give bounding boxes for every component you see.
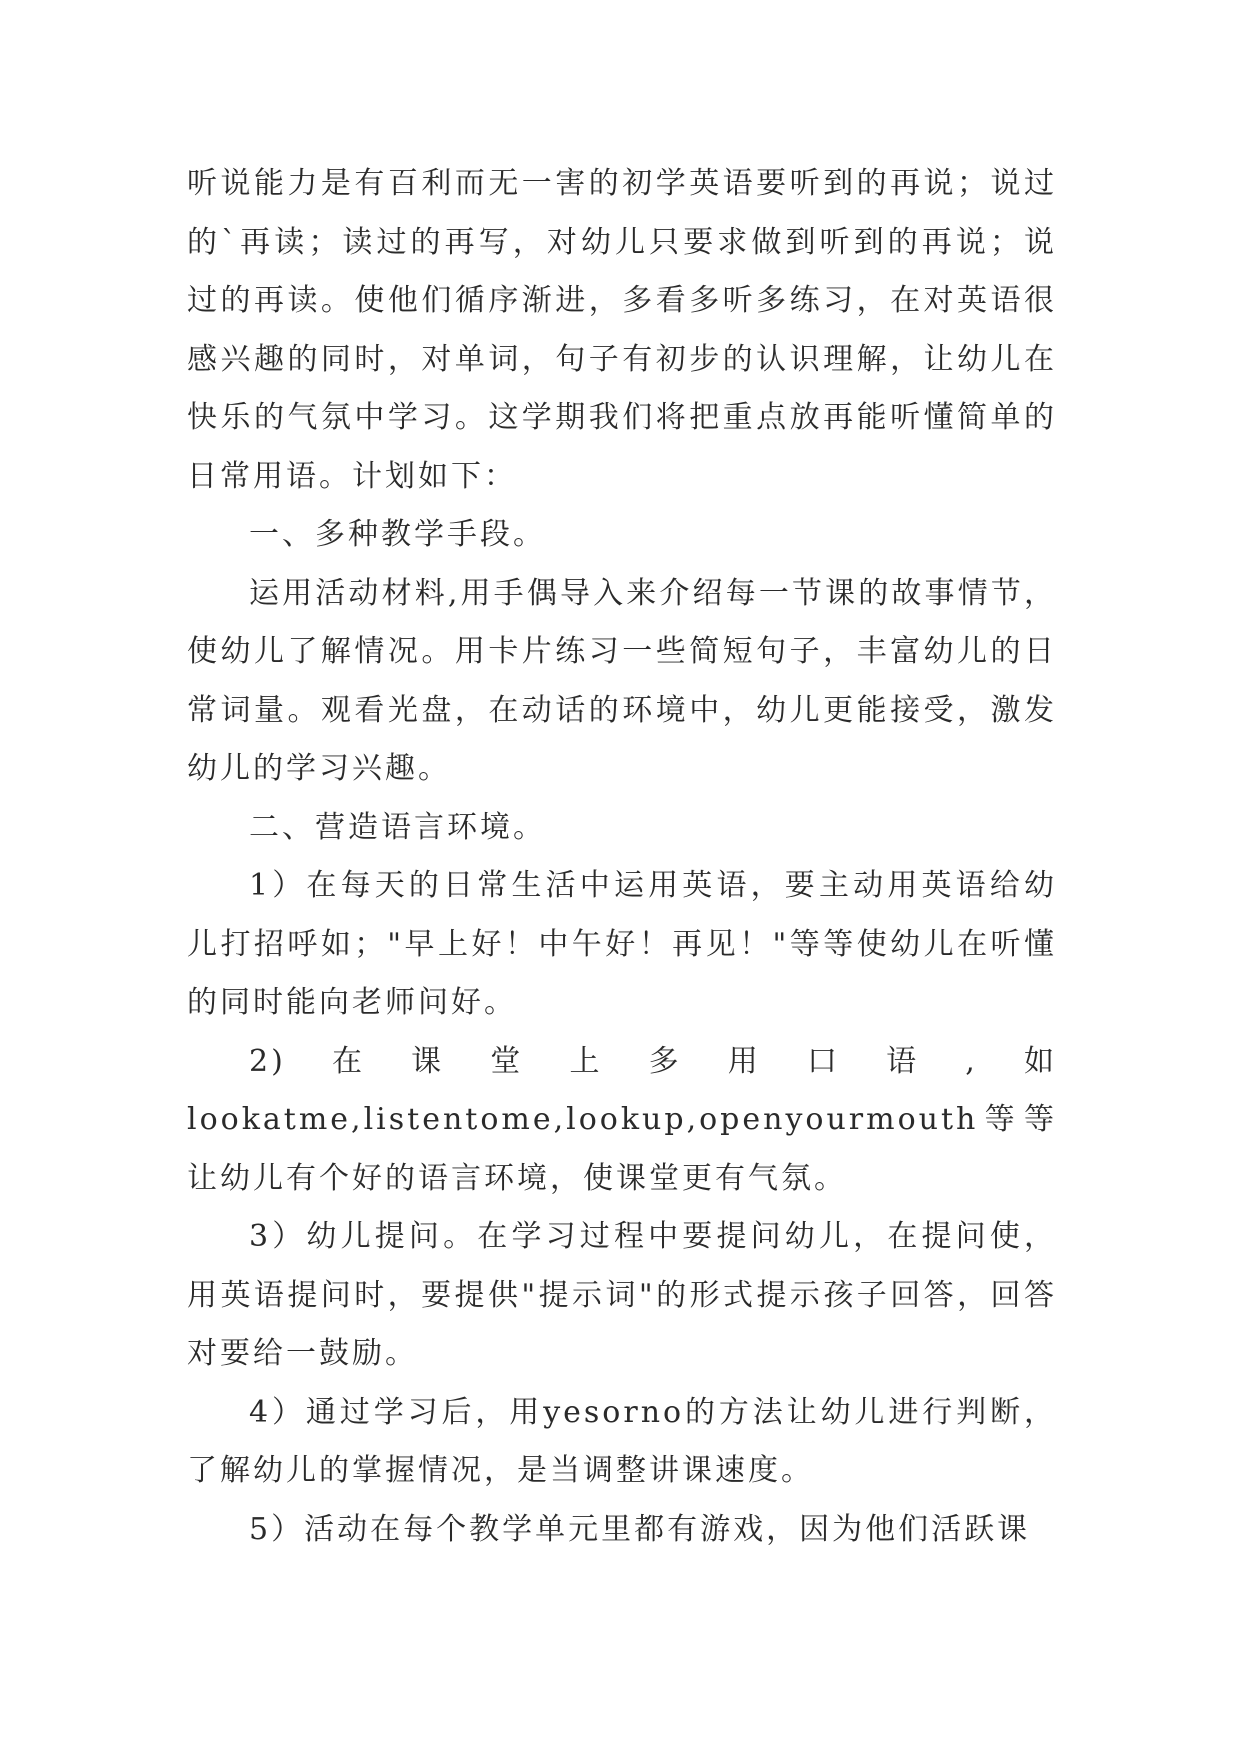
paragraph-teaching-methods: 运用活动材料,用手偶导入来介绍每一节课的故事情节，使幼儿了解情况。用卡片练习一些简短句子，丰富幼儿的日常词量。观看光盘，在动话的环境中，幼儿更能接受，激发幼儿的学习兴趣。 — [187, 575, 1057, 786]
section-heading-2: 二、营造语言环境。 — [249, 809, 546, 845]
list-item-1: 1）在每天的日常生活中运用英语，要主动用英语给幼儿打招呼如；"早上好！中午好！再见！"等等使幼儿在听懂的同时能向老师问好。 — [187, 868, 1057, 1020]
paragraph-intro: 听说能力是有百利而无一害的初学英语要听到的再说；说过的`再读；读过的再写，对幼儿只要求做到听到的再说；说过的再读。使他们循序渐进，多看多听多练习，在对英语很感兴趣的同时，对单词，句子有初步的认识理解，让幼儿在快乐的气氛中学习。这学期我们将把重点放再能听懂简单的日常用语。计划如下： — [187, 166, 1057, 494]
document-body — [187, 155, 1057, 1559]
list-item-3: 3）幼儿提问。在学习过程中要提问幼儿，在提问使，用英语提问时，要提供"提示词"的形式提示孩子回答，回答对要给一鼓励。 — [187, 1219, 1057, 1371]
list-item-4: 4）通过学习后，用yesorno的方法让幼儿进行判断，了解幼儿的掌握情况，是当调整讲课速度。 — [187, 1394, 1057, 1488]
list-item-2: 2)在课堂上多用口语,如lookatme,listentome,lookup,openyourmouth等等让幼儿有个好的语言环境，使课堂更有气氛。 — [187, 1043, 1057, 1196]
section-heading-1: 一、多种教学手段。 — [249, 517, 546, 552]
list-item-5: 5）活动在每个教学单元里都有游戏，因为他们活跃课 — [249, 1511, 1031, 1547]
